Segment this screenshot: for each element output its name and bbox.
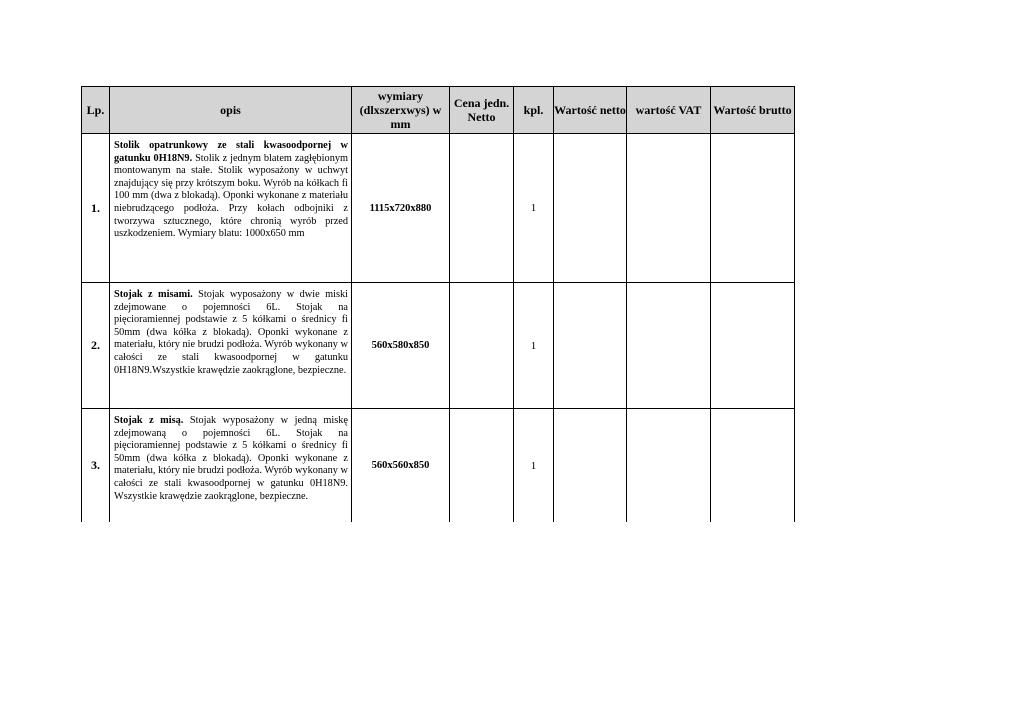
row-description [110, 283, 352, 409]
row-description [110, 134, 352, 283]
row-net-value [554, 283, 627, 409]
row-gross-value [711, 134, 795, 283]
col-header-lp: Lp. [82, 87, 110, 134]
row-dimensions: 1115x720x880 [352, 134, 450, 283]
col-header-opis: opis [110, 87, 352, 134]
row-unit-price [450, 134, 514, 283]
offer-table [81, 86, 795, 522]
table-row [82, 283, 795, 409]
product-text: Stojak wyposażony w jedną miskę zdejmowaną o pojemności 6L. Stojak na pięcioramiennej podstawie z 5 kółkami o średnicy fi 50mm (dwa kółka z blokadą). Oponki wykonane z materiału, który nie brudzi podłoża. Wyrób wykonany w całości ze stali kwasoodpornej w gatunku 0H18N9. Wszystkie krawędzie zaokrąglone, bezpieczne. [114, 415, 348, 502]
row-description [110, 409, 352, 523]
table-row [82, 134, 795, 283]
product-name: Stojak z misami. [114, 289, 193, 300]
row-quantity: 1 [514, 134, 554, 283]
row-gross-value [711, 409, 795, 523]
product-text: Stolik z jednym blatem zagłębionym montowanym na stałe. Stolik wyposażony w uchwyt znajdujący się przy krótszym boku. Wyrób na kółkach fi 100 mm (dwa z blokadą). Oponki wykonane z materiału niebrudzącego podłoża. Przy kołach odbojniki z tworzywa sztucznego, które chronią wyrób przed uszkodzeniem. Wymiary blatu: 1000x650 mm [114, 152, 349, 240]
row-dimensions: 560x580x850 [352, 283, 450, 409]
table-header-row [82, 87, 795, 134]
row-net-value [554, 409, 627, 523]
row-vat-value [627, 134, 711, 283]
row-unit-price [450, 409, 514, 523]
product-name: Stolik opatrunkowy ze stali kwasoodpornej w gatunku 0H18N9. [114, 140, 348, 164]
row-number: 3. [82, 409, 110, 523]
row-vat-value [627, 283, 711, 409]
row-quantity: 1 [514, 283, 554, 409]
row-net-value [554, 134, 627, 283]
col-header-wartosc-vat: wartość VAT [627, 87, 711, 134]
row-quantity: 1 [514, 409, 554, 523]
row-number: 2. [82, 283, 110, 409]
table-row [82, 409, 795, 523]
row-vat-value [627, 409, 711, 523]
col-header-kpl: kpl. [514, 87, 554, 134]
row-unit-price [450, 283, 514, 409]
col-header-cena: Cena jedn. Netto [450, 87, 514, 134]
col-header-wartosc-netto: Wartość netto [554, 87, 627, 134]
product-text: Stojak wyposażony w dwie miski zdejmowane o pojemności 6L. Stojak na pięcioramiennej podstawie z 5 kółkami o średnicy fi 50mm (dwa kółka z blokadą). Oponki wykonane z materiału, który nie brudzi podłoża. Wyrób wykonany w całości ze stali kwasoodpornej w gatunku 0H18N9.Wszystkie krawędzie zaokrąglone, bezpieczne. [114, 289, 349, 376]
row-number: 1. [82, 134, 110, 283]
row-gross-value [711, 283, 795, 409]
product-name: Stojak z misą. [114, 415, 184, 426]
col-header-wymiary: wymiary (dlxszerxwys) w mm [352, 87, 450, 134]
col-header-wartosc-brutto: Wartość brutto [711, 87, 795, 134]
row-dimensions: 560x560x850 [352, 409, 450, 523]
